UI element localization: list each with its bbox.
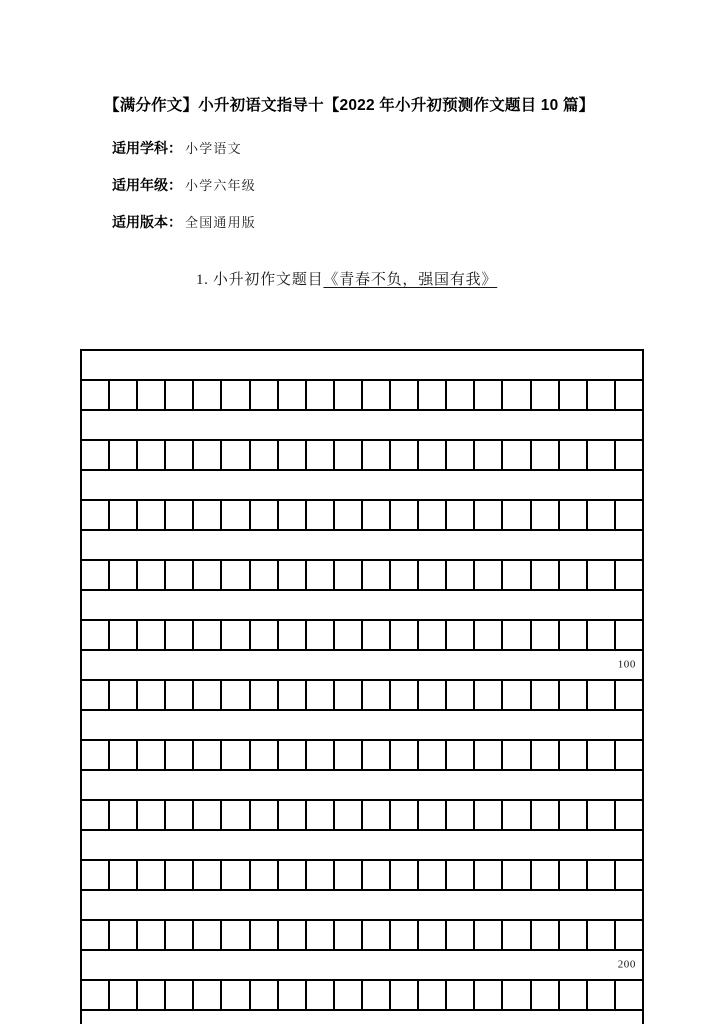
- manuscript-cell[interactable]: [335, 381, 363, 409]
- manuscript-cell-row: [82, 441, 642, 471]
- manuscript-cell[interactable]: [194, 741, 222, 769]
- manuscript-count-marker: 100: [617, 658, 636, 671]
- manuscript-gap-row: [82, 471, 642, 501]
- manuscript-cell-row: [82, 801, 642, 831]
- manuscript-cell[interactable]: [560, 441, 588, 469]
- manuscript-cell[interactable]: [391, 861, 419, 889]
- manuscript-cell-row: [82, 861, 642, 891]
- manuscript-cell-row: [82, 681, 642, 711]
- manuscript-gap-row: [82, 891, 642, 921]
- manuscript-cell[interactable]: [307, 861, 335, 889]
- manuscript-cell[interactable]: [222, 501, 250, 529]
- manuscript-cell[interactable]: [82, 561, 110, 589]
- manuscript-cell[interactable]: [503, 621, 531, 649]
- manuscript-cell[interactable]: [391, 441, 419, 469]
- manuscript-cell[interactable]: [222, 381, 250, 409]
- manuscript-cell[interactable]: [363, 501, 391, 529]
- manuscript-cell-row: [82, 921, 642, 951]
- manuscript-cell[interactable]: [475, 741, 503, 769]
- manuscript-cell[interactable]: [251, 561, 279, 589]
- manuscript-cell[interactable]: [363, 441, 391, 469]
- manuscript-cell[interactable]: [616, 921, 642, 949]
- manuscript-cell[interactable]: [110, 861, 138, 889]
- manuscript-cell[interactable]: [307, 801, 335, 829]
- manuscript-cell[interactable]: [335, 561, 363, 589]
- manuscript-cell[interactable]: [363, 381, 391, 409]
- manuscript-cell[interactable]: [616, 501, 642, 529]
- manuscript-cell[interactable]: [616, 981, 642, 1009]
- manuscript-cell[interactable]: [194, 381, 222, 409]
- manuscript-cell[interactable]: [222, 861, 250, 889]
- manuscript-cell[interactable]: [138, 381, 166, 409]
- manuscript-cell[interactable]: [82, 921, 110, 949]
- manuscript-gap-row: [82, 651, 642, 681]
- manuscript-cell[interactable]: [194, 861, 222, 889]
- manuscript-cell[interactable]: [307, 621, 335, 649]
- manuscript-cell[interactable]: [166, 441, 194, 469]
- manuscript-cell[interactable]: [110, 621, 138, 649]
- manuscript-cell[interactable]: [475, 381, 503, 409]
- manuscript-cell[interactable]: [82, 981, 110, 1009]
- manuscript-cell[interactable]: [222, 681, 250, 709]
- manuscript-cell[interactable]: [335, 861, 363, 889]
- manuscript-cell[interactable]: [138, 681, 166, 709]
- manuscript-cell[interactable]: [335, 441, 363, 469]
- manuscript-cell[interactable]: [110, 441, 138, 469]
- manuscript-cell[interactable]: [532, 681, 560, 709]
- manuscript-cell[interactable]: [447, 381, 475, 409]
- manuscript-cell[interactable]: [166, 741, 194, 769]
- manuscript-cell[interactable]: [616, 801, 642, 829]
- manuscript-cell[interactable]: [560, 741, 588, 769]
- manuscript-gap-row: [82, 1011, 642, 1024]
- manuscript-cell[interactable]: [475, 621, 503, 649]
- manuscript-cell[interactable]: [110, 741, 138, 769]
- manuscript-cell[interactable]: [588, 381, 616, 409]
- manuscript-cell[interactable]: [419, 801, 447, 829]
- manuscript-cell[interactable]: [166, 501, 194, 529]
- manuscript-cell[interactable]: [251, 861, 279, 889]
- manuscript-cell[interactable]: [307, 381, 335, 409]
- manuscript-gap-row: [82, 411, 642, 441]
- manuscript-cell[interactable]: [307, 441, 335, 469]
- manuscript-cell[interactable]: [82, 621, 110, 649]
- meta-label-edition: 适用版本：: [112, 214, 182, 230]
- manuscript-cell[interactable]: [222, 741, 250, 769]
- manuscript-cell[interactable]: [166, 621, 194, 649]
- manuscript-cell[interactable]: [138, 501, 166, 529]
- manuscript-cell[interactable]: [588, 801, 616, 829]
- manuscript-cell[interactable]: [532, 561, 560, 589]
- manuscript-gap-row: [82, 711, 642, 741]
- manuscript-cell[interactable]: [588, 981, 616, 1009]
- manuscript-cell[interactable]: [588, 681, 616, 709]
- manuscript-cell[interactable]: [251, 441, 279, 469]
- manuscript-cell[interactable]: [251, 801, 279, 829]
- manuscript-cell[interactable]: [194, 921, 222, 949]
- manuscript-cell[interactable]: [194, 561, 222, 589]
- manuscript-cell[interactable]: [138, 561, 166, 589]
- manuscript-cell[interactable]: [307, 681, 335, 709]
- manuscript-cell-row: [82, 741, 642, 771]
- manuscript-cell[interactable]: [616, 621, 642, 649]
- manuscript-cell[interactable]: [419, 561, 447, 589]
- manuscript-cell[interactable]: [419, 381, 447, 409]
- manuscript-cell[interactable]: [82, 801, 110, 829]
- manuscript-cell[interactable]: [279, 981, 307, 1009]
- manuscript-cell[interactable]: [419, 501, 447, 529]
- manuscript-cell[interactable]: [475, 501, 503, 529]
- manuscript-cell[interactable]: [560, 621, 588, 649]
- manuscript-cell[interactable]: [503, 801, 531, 829]
- manuscript-cell[interactable]: [166, 801, 194, 829]
- manuscript-cell[interactable]: [391, 921, 419, 949]
- meta-value-edition: 全国通用版: [185, 215, 257, 230]
- manuscript-cell[interactable]: [307, 741, 335, 769]
- manuscript-cell[interactable]: [391, 561, 419, 589]
- manuscript-cell[interactable]: [475, 921, 503, 949]
- manuscript-cell[interactable]: [588, 861, 616, 889]
- manuscript-cell-row: [82, 561, 642, 591]
- manuscript-cell[interactable]: [166, 681, 194, 709]
- manuscript-cell[interactable]: [447, 441, 475, 469]
- manuscript-cell[interactable]: [503, 981, 531, 1009]
- manuscript-cell[interactable]: [391, 681, 419, 709]
- manuscript-cell[interactable]: [82, 741, 110, 769]
- manuscript-cell[interactable]: [307, 561, 335, 589]
- manuscript-cell[interactable]: [194, 681, 222, 709]
- manuscript-cell[interactable]: [532, 921, 560, 949]
- manuscript-cell[interactable]: [279, 621, 307, 649]
- manuscript-cell[interactable]: [335, 741, 363, 769]
- manuscript-cell[interactable]: [503, 561, 531, 589]
- manuscript-cell[interactable]: [391, 381, 419, 409]
- manuscript-cell[interactable]: [588, 561, 616, 589]
- manuscript-cell[interactable]: [475, 981, 503, 1009]
- manuscript-cell[interactable]: [503, 921, 531, 949]
- manuscript-cell[interactable]: [82, 441, 110, 469]
- manuscript-cell[interactable]: [110, 381, 138, 409]
- manuscript-gap-row: [82, 831, 642, 861]
- manuscript-cell[interactable]: [447, 861, 475, 889]
- manuscript-cell[interactable]: [475, 681, 503, 709]
- manuscript-cell[interactable]: [363, 741, 391, 769]
- manuscript-cell[interactable]: [532, 801, 560, 829]
- manuscript-cell[interactable]: [279, 861, 307, 889]
- manuscript-cell[interactable]: [166, 861, 194, 889]
- manuscript-cell[interactable]: [279, 561, 307, 589]
- manuscript-cell[interactable]: [138, 741, 166, 769]
- manuscript-cell[interactable]: [82, 681, 110, 709]
- manuscript-cell[interactable]: [560, 681, 588, 709]
- manuscript-cell[interactable]: [279, 681, 307, 709]
- manuscript-cell[interactable]: [335, 501, 363, 529]
- essay-prompt: [196, 268, 497, 289]
- meta-label-grade: 适用年级：: [112, 177, 182, 193]
- manuscript-cell[interactable]: [363, 561, 391, 589]
- manuscript-cell[interactable]: [475, 861, 503, 889]
- manuscript-cell[interactable]: [419, 921, 447, 949]
- manuscript-cell[interactable]: [419, 441, 447, 469]
- meta-label-subject: 适用学科：: [112, 140, 182, 156]
- manuscript-cell[interactable]: [363, 621, 391, 649]
- manuscript-cell[interactable]: [307, 921, 335, 949]
- manuscript-cell[interactable]: [194, 441, 222, 469]
- manuscript-cell[interactable]: [335, 621, 363, 649]
- manuscript-cell[interactable]: [447, 561, 475, 589]
- manuscript-cell[interactable]: [222, 621, 250, 649]
- manuscript-cell-row: [82, 501, 642, 531]
- manuscript-cell[interactable]: [419, 741, 447, 769]
- manuscript-cell[interactable]: [335, 681, 363, 709]
- manuscript-grid: [80, 349, 644, 1024]
- manuscript-cell[interactable]: [307, 501, 335, 529]
- manuscript-cell[interactable]: [560, 861, 588, 889]
- manuscript-cell[interactable]: [616, 381, 642, 409]
- manuscript-cell[interactable]: [447, 741, 475, 769]
- manuscript-cell[interactable]: [560, 561, 588, 589]
- manuscript-cell[interactable]: [166, 381, 194, 409]
- manuscript-cell[interactable]: [503, 741, 531, 769]
- manuscript-cell[interactable]: [251, 381, 279, 409]
- manuscript-cell[interactable]: [588, 741, 616, 769]
- manuscript-cell[interactable]: [419, 621, 447, 649]
- manuscript-cell[interactable]: [363, 681, 391, 709]
- manuscript-cell[interactable]: [475, 801, 503, 829]
- manuscript-cell[interactable]: [138, 861, 166, 889]
- manuscript-cell[interactable]: [503, 861, 531, 889]
- manuscript-gap-row: [82, 771, 642, 801]
- manuscript-cell[interactable]: [251, 681, 279, 709]
- manuscript-cell[interactable]: [391, 621, 419, 649]
- meta-value-subject: 小学语文: [185, 141, 242, 156]
- manuscript-cell[interactable]: [335, 801, 363, 829]
- manuscript-cell[interactable]: [138, 921, 166, 949]
- manuscript-cell[interactable]: [138, 801, 166, 829]
- manuscript-cell[interactable]: [194, 501, 222, 529]
- manuscript-cell[interactable]: [447, 801, 475, 829]
- manuscript-cell-row: [82, 981, 642, 1011]
- manuscript-cell[interactable]: [194, 981, 222, 1009]
- manuscript-cell[interactable]: [616, 441, 642, 469]
- manuscript-cell[interactable]: [419, 861, 447, 889]
- manuscript-cell[interactable]: [588, 501, 616, 529]
- manuscript-cell[interactable]: [110, 981, 138, 1009]
- manuscript-cell[interactable]: [532, 501, 560, 529]
- manuscript-cell[interactable]: [560, 981, 588, 1009]
- manuscript-cell[interactable]: [138, 981, 166, 1009]
- manuscript-gap-row: [82, 591, 642, 621]
- manuscript-cell[interactable]: [503, 501, 531, 529]
- manuscript-cell[interactable]: [532, 441, 560, 469]
- essay-prompt-title: 《青春不负，强国有我》: [323, 272, 498, 288]
- manuscript-cell[interactable]: [419, 981, 447, 1009]
- manuscript-cell[interactable]: [391, 741, 419, 769]
- essay-prompt-text: 小升初作文题目: [212, 272, 324, 288]
- manuscript-cell[interactable]: [616, 681, 642, 709]
- manuscript-cell[interactable]: [110, 561, 138, 589]
- manuscript-cell[interactable]: [110, 801, 138, 829]
- manuscript-cell[interactable]: [447, 981, 475, 1009]
- manuscript-cell[interactable]: [447, 681, 475, 709]
- manuscript-cell[interactable]: [560, 921, 588, 949]
- manuscript-cell[interactable]: [503, 441, 531, 469]
- manuscript-cell[interactable]: [503, 681, 531, 709]
- manuscript-cell[interactable]: [279, 741, 307, 769]
- manuscript-cell-row: [82, 381, 642, 411]
- manuscript-cell[interactable]: [222, 921, 250, 949]
- manuscript-cell[interactable]: [560, 381, 588, 409]
- manuscript-cell[interactable]: [532, 861, 560, 889]
- manuscript-cell[interactable]: [307, 981, 335, 1009]
- manuscript-cell[interactable]: [588, 921, 616, 949]
- manuscript-cell[interactable]: [363, 921, 391, 949]
- manuscript-cell[interactable]: [560, 801, 588, 829]
- manuscript-cell[interactable]: [166, 561, 194, 589]
- manuscript-cell[interactable]: [391, 981, 419, 1009]
- manuscript-cell[interactable]: [363, 801, 391, 829]
- manuscript-cell[interactable]: [279, 501, 307, 529]
- manuscript-cell[interactable]: [222, 441, 250, 469]
- manuscript-cell[interactable]: [532, 381, 560, 409]
- manuscript-cell[interactable]: [560, 501, 588, 529]
- manuscript-count-marker: 200: [617, 958, 636, 971]
- manuscript-cell[interactable]: [335, 981, 363, 1009]
- manuscript-cell[interactable]: [503, 381, 531, 409]
- manuscript-cell[interactable]: [251, 501, 279, 529]
- manuscript-cell[interactable]: [251, 741, 279, 769]
- manuscript-cell[interactable]: [222, 801, 250, 829]
- manuscript-cell[interactable]: [532, 621, 560, 649]
- manuscript-cell[interactable]: [335, 921, 363, 949]
- manuscript-cell[interactable]: [279, 801, 307, 829]
- meta-value-grade: 小学六年级: [185, 178, 257, 193]
- manuscript-cell[interactable]: [110, 501, 138, 529]
- manuscript-cell[interactable]: [279, 381, 307, 409]
- manuscript-cell[interactable]: [166, 921, 194, 949]
- manuscript-cell[interactable]: [447, 921, 475, 949]
- manuscript-cell[interactable]: [391, 801, 419, 829]
- manuscript-cell[interactable]: [532, 741, 560, 769]
- manuscript-cell[interactable]: [251, 621, 279, 649]
- manuscript-cell[interactable]: [251, 981, 279, 1009]
- essay-prompt-index: 1.: [196, 272, 209, 288]
- manuscript-cell[interactable]: [475, 561, 503, 589]
- manuscript-cell[interactable]: [138, 441, 166, 469]
- manuscript-cell[interactable]: [251, 921, 279, 949]
- manuscript-cell[interactable]: [475, 441, 503, 469]
- manuscript-cell[interactable]: [588, 621, 616, 649]
- meta-row-subject: [112, 138, 592, 160]
- manuscript-cell[interactable]: [588, 441, 616, 469]
- page-title: 【满分作文】小升初语文指导十【2022 年小升初预测作文题目 10 篇】: [104, 97, 595, 114]
- manuscript-gap-row: [82, 951, 642, 981]
- manuscript-cell[interactable]: [447, 501, 475, 529]
- manuscript-cell[interactable]: [194, 801, 222, 829]
- manuscript-cell[interactable]: [532, 981, 560, 1009]
- manuscript-cell[interactable]: [616, 561, 642, 589]
- manuscript-cell[interactable]: [82, 501, 110, 529]
- manuscript-cell[interactable]: [363, 861, 391, 889]
- manuscript-cell[interactable]: [166, 981, 194, 1009]
- manuscript-cell[interactable]: [391, 501, 419, 529]
- meta-row-grade: [112, 175, 592, 197]
- manuscript-cell[interactable]: [110, 921, 138, 949]
- manuscript-cell[interactable]: [138, 621, 166, 649]
- manuscript-cell[interactable]: [616, 741, 642, 769]
- manuscript-cell[interactable]: [110, 681, 138, 709]
- manuscript-gap-row: [82, 531, 642, 561]
- manuscript-cell[interactable]: [363, 981, 391, 1009]
- manuscript-cell[interactable]: [82, 381, 110, 409]
- manuscript-cell[interactable]: [279, 921, 307, 949]
- manuscript-cell[interactable]: [419, 681, 447, 709]
- manuscript-cell-row: [82, 621, 642, 651]
- manuscript-cell[interactable]: [194, 621, 222, 649]
- manuscript-gap-row: [82, 351, 642, 381]
- manuscript-cell[interactable]: [222, 561, 250, 589]
- manuscript-cell[interactable]: [279, 441, 307, 469]
- manuscript-cell[interactable]: [616, 861, 642, 889]
- manuscript-cell[interactable]: [222, 981, 250, 1009]
- manuscript-cell[interactable]: [82, 861, 110, 889]
- manuscript-cell[interactable]: [447, 621, 475, 649]
- meta-row-edition: [112, 212, 592, 234]
